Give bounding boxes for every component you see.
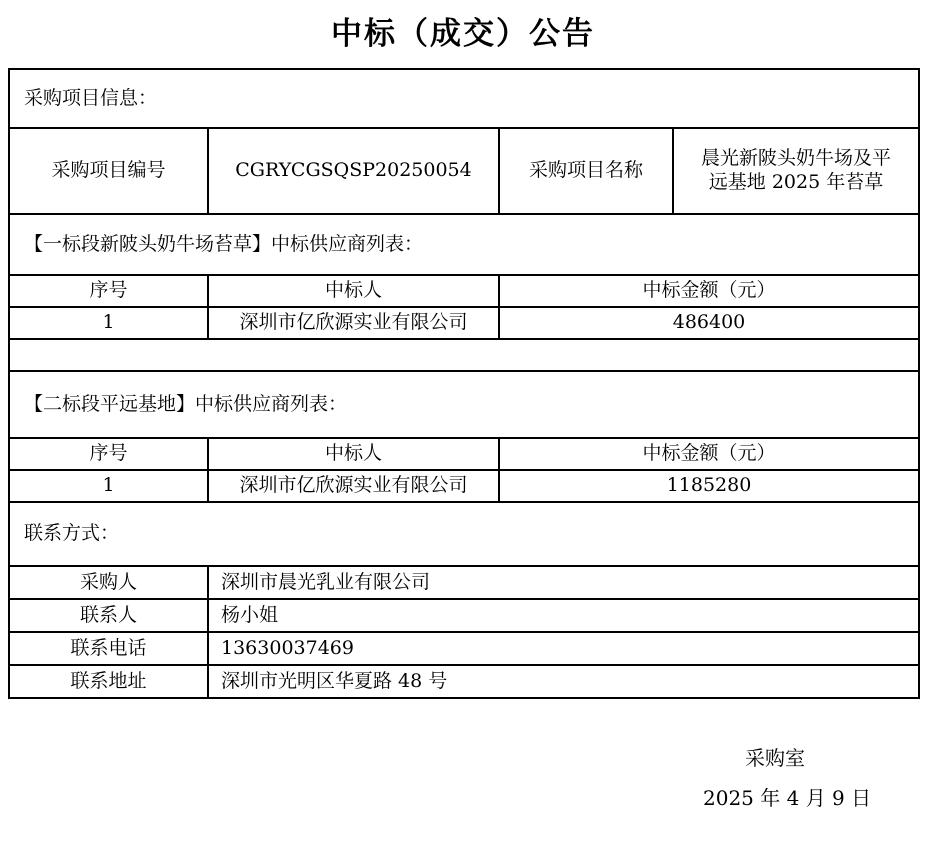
phone-label: 联系电话	[9, 632, 208, 665]
lot1-winner: 深圳市亿欣源实业有限公司	[208, 307, 499, 339]
table-row	[9, 470, 919, 502]
project-name-line1: 晨光新陂头奶牛场及平	[701, 147, 892, 170]
contact-phone-row	[9, 632, 919, 665]
lot2-seq: 1	[9, 470, 208, 502]
lot2-amount: 1185280	[499, 470, 919, 502]
lot1-amount: 486400	[499, 307, 919, 339]
contact-person-row	[9, 599, 919, 632]
lot2-header-row	[9, 438, 919, 470]
page-title: 中标（成交）公告	[331, 16, 595, 52]
contact-heading-row	[9, 502, 919, 566]
project-info-row	[9, 128, 919, 214]
contact-heading: 联系方式：	[9, 502, 919, 566]
project-number-label: 采购项目编号	[9, 128, 208, 214]
empty-cell	[9, 339, 919, 371]
lot2-col-amount: 中标金额（元）	[499, 438, 919, 470]
buyer-label: 采购人	[9, 566, 208, 599]
project-info-heading: 采购项目信息：	[9, 69, 919, 128]
lot2-col-seq: 序号	[9, 438, 208, 470]
project-number-value: CGRYCGSQSP20250054	[208, 128, 499, 214]
buyer-value: 深圳市晨光乳业有限公司	[208, 566, 919, 599]
lot1-heading-row	[9, 214, 919, 275]
person-value: 杨小姐	[208, 599, 919, 632]
project-name-label: 采购项目名称	[499, 128, 673, 214]
lot1-seq: 1	[9, 307, 208, 339]
phone-value: 13630037469	[208, 632, 919, 665]
lot1-heading: 【一标段新陂头奶牛场苔草】中标供应商列表：	[9, 214, 919, 275]
contact-address-row	[9, 665, 919, 698]
issue-date: 2025 年 4 月 9 日	[703, 786, 872, 810]
address-value: 深圳市光明区华夏路 48 号	[208, 665, 919, 698]
lot2-heading: 【二标段平远基地】中标供应商列表：	[9, 371, 919, 438]
lot1-col-amount: 中标金额（元）	[499, 275, 919, 307]
lot1-col-seq: 序号	[9, 275, 208, 307]
announcement-table	[8, 68, 920, 699]
lot1-col-winner: 中标人	[208, 275, 499, 307]
person-label: 联系人	[9, 599, 208, 632]
lot1-header-row	[9, 275, 919, 307]
table-row	[9, 307, 919, 339]
lot2-winner: 深圳市亿欣源实业有限公司	[208, 470, 499, 502]
project-info-section-row	[9, 69, 919, 128]
issuing-department: 采购室	[745, 746, 805, 770]
contact-buyer-row	[9, 566, 919, 599]
address-label: 联系地址	[9, 665, 208, 698]
project-name-line2: 远基地 2025 年苔草	[708, 171, 884, 193]
spacer-row	[9, 339, 919, 371]
lot2-heading-row	[9, 371, 919, 438]
project-name-value	[673, 128, 919, 214]
lot2-col-winner: 中标人	[208, 438, 499, 470]
